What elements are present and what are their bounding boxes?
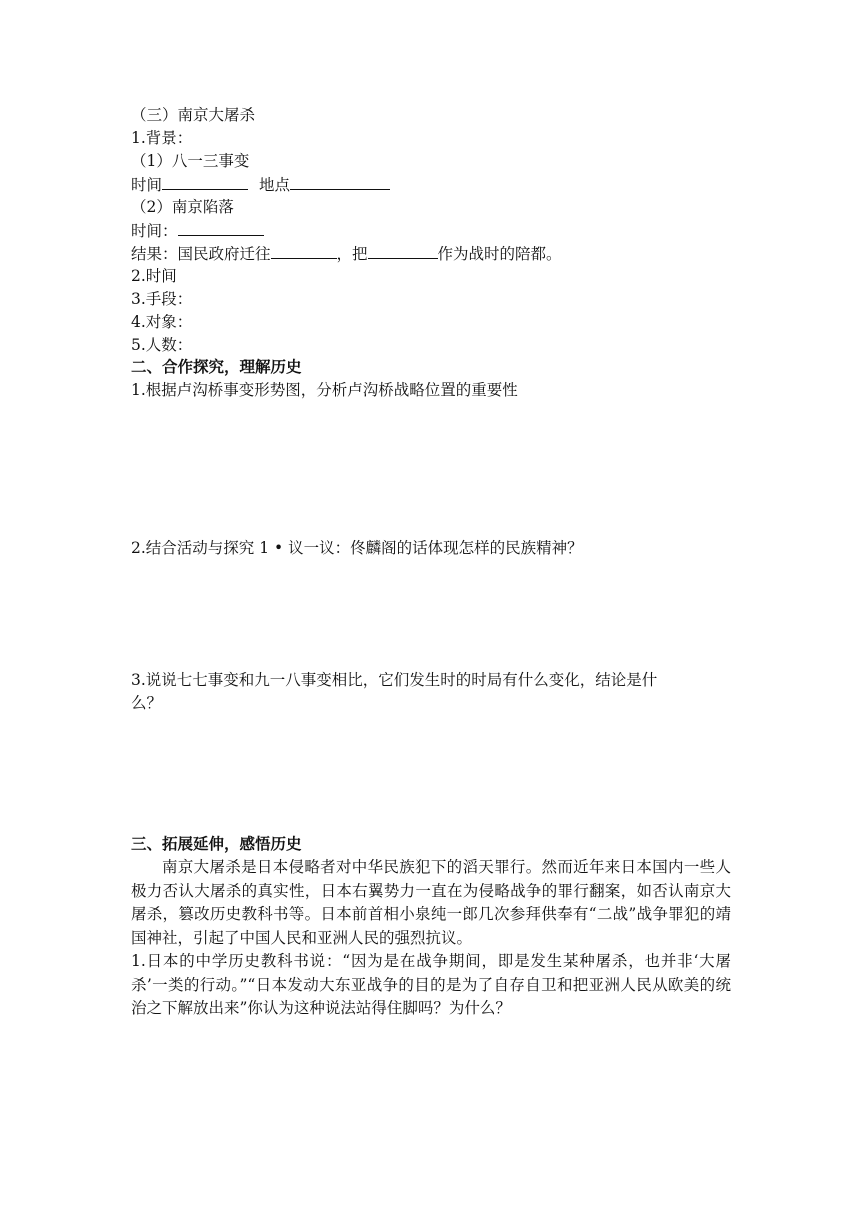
question-3-line-1: 3.说说七七事变和九一八事变相比，它们发生时的时局有什么变化，结论是什 <box>131 671 658 689</box>
time-place-line <box>131 173 390 196</box>
result-suffix: 作为战时的陪都。 <box>437 245 562 263</box>
result-prefix: 结果：国民政府迁往 <box>131 245 271 263</box>
result-mid: ，把 <box>336 245 368 263</box>
result-blank-1[interactable] <box>271 242 337 259</box>
part-three-heading: 三、拓展延伸，感悟历史 <box>131 835 302 853</box>
part-three-question-1: 1.日本的中学历史教科书说：“因为是在战争期间，即是发生某种屠杀，也并非‘大屠杀’一类的行动。”“日本发动大东亚战争的目的是为了自存自卫和把亚洲人民从欧美的统治之下解放出来”你认为这种说法站得住脚吗？为什么？ <box>131 952 731 1017</box>
sub2-title: （2）南京陷落 <box>131 198 234 216</box>
time-blank-2[interactable] <box>178 219 264 236</box>
time-label-2: 时间： <box>131 222 178 240</box>
intro-paragraph: 南京大屠杀是日本侵略者对中华民族犯下的滔天罪行。然而近年来日本国内一些人极力否认大屠杀的真实性，日本右翼势力一直在为侵略战争的罪行翻案，如否认南京大屠杀，篡改历史教科书等。日本前首相小泉纯一郎几次参拜供奉有“二战”战争罪犯的靖国神社，引起了中国人民和亚洲人民的强烈抗议。 <box>131 858 731 947</box>
place-label: 地点 <box>258 176 290 194</box>
question-3-line-2: 么？ <box>131 694 163 712</box>
section-three-title: （三）南京大屠杀 <box>131 106 256 124</box>
part-two-heading: 二、合作探究，理解历史 <box>131 358 302 376</box>
item-3: 3.手段： <box>131 290 193 308</box>
result-blank-2[interactable] <box>368 242 438 259</box>
result-line <box>131 242 562 265</box>
question-2: 2.结合活动与探究 1 • 议一议：佟麟阁的话体现怎样的民族精神？ <box>131 539 583 557</box>
item-2: 2.时间 <box>131 267 177 285</box>
question-1: 1.根据卢沟桥事变形势图，分析卢沟桥战略位置的重要性 <box>131 381 518 399</box>
item-4: 4.对象： <box>131 313 193 331</box>
background-label: 1.背景： <box>131 129 193 147</box>
time-line-2 <box>131 219 264 242</box>
sub1-title: （1）八一三事变 <box>131 152 250 170</box>
place-blank[interactable] <box>290 173 390 190</box>
time-label: 时间 <box>131 176 163 194</box>
item-5: 5.人数： <box>131 336 193 354</box>
time-blank[interactable] <box>162 173 248 190</box>
